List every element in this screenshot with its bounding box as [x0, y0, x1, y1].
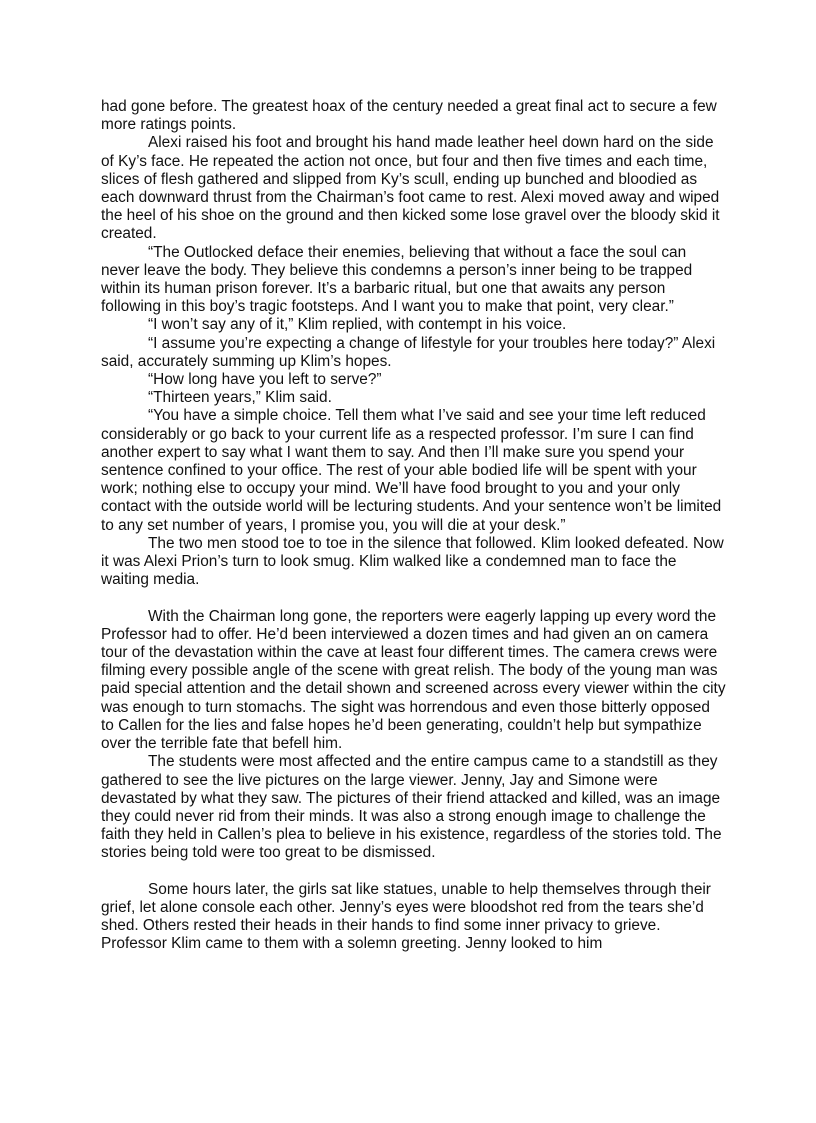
paragraph-1: had gone before. The greatest hoax of the century needed a great final act to secure a few more ratings points.	[101, 98, 717, 134]
paragraph-8: “You have a simple choice. Tell them what I’ve said and see your time left reduced considerably or go back to your current life as a respected professor. I’m sure I can find another expert to say what I want them to say. And then I’ll make sure you spend your sentence confined to your office. The rest of your able bodied life will be spent with your work; nothing else to occupy your mind. We’ll have food brought to you and your only contact with the outside world will be lecturing students. And your sentence won’t be limited to any set number of years, I promise you, you will die at your desk.”	[101, 407, 722, 534]
paragraph-3: “The Outlocked deface their enemies, believing that without a face the soul can never leave the body. They believe this condemns a person’s inner being to be trapped within its human prison forever. It’s a barbaric ritual, but one that awaits any person following in this boy’s tragic footsteps. And I want you to make that point, very clear.”	[101, 243, 693, 316]
paragraph-5: “I assume you’re expecting a change of lifestyle for your troubles here today?” Alexi said, accurately summing up Klim’s hopes.	[101, 334, 716, 370]
section-break	[101, 589, 726, 607]
paragraph-10: With the Chairman long gone, the reporters were eagerly lapping up every word the Professor had to offer. He’d been interviewed a dozen times and had given an on camera tour of the devastation within the cave at least four different times. The camera crews were filming every possible angle of the scene with great relish. The body of the young man was paid special attention and the detail shown and screened across every viewer within the city was enough to turn stomachs. The sight was horrendous and even those bitterly opposed to Callen for the lies and false hopes he’d been generating, couldn’t help but sympathize over the terrible fate that befell him.	[101, 607, 726, 753]
paragraph-11: The students were most affected and the entire campus came to a standstill as they gathered to see the live pictures on the large viewer. Jenny, Jay and Simone were devastated by what they saw. The pictures of their friend attacked and killed, was an image they could never rid from their minds. It was also a strong enough image to challenge the faith they held in Callen’s plea to believe in his existence, regardless of the stories told. The stories being told were too great to be dismissed.	[101, 753, 722, 862]
paragraph-7: “Thirteen years,” Klim said.	[148, 389, 332, 407]
paragraph-6: “How long have you left to serve?”	[148, 371, 382, 389]
paragraph-2: Alexi raised his foot and brought his hand made leather heel down hard on the side of Ky’s face. He repeated the action not once, but four and then five times and each time, slices of flesh gathered and slipped from Ky’s scull, ending up bunched and bloodied as each downward thrust from the Chairman’s foot came to rest. Alexi moved away and wiped the heel of his shoe on the ground and then kicked some lose gravel over the bloody skid it created.	[101, 134, 720, 243]
document-page	[101, 98, 726, 954]
paragraph-4: “I won’t say any of it,” Klim replied, with contempt in his voice.	[148, 316, 567, 334]
section-break	[101, 863, 726, 881]
paragraph-12: Some hours later, the girls sat like statues, unable to help themselves through their grief, let alone console each other. Jenny’s eyes were bloodshot red from the tears she’d shed. Others rested their heads in their hands to find some inner privacy to grieve. Professor Klim came to them with a solemn greeting. Jenny looked to him	[101, 880, 711, 953]
paragraph-9: The two men stood toe to toe in the silence that followed. Klim looked defeated. Now it was Alexi Prion’s turn to look smug. Klim walked like a condemned man to face the waiting media.	[101, 534, 724, 589]
